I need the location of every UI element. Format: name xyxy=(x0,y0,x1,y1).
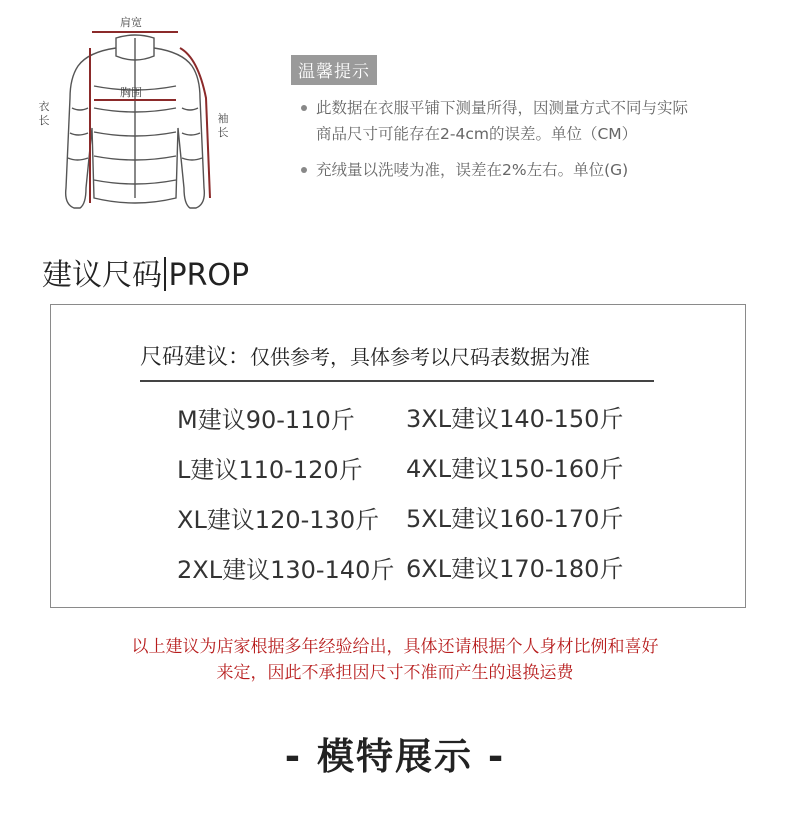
shoulder-label: 肩宽 xyxy=(120,16,142,29)
sleeve-label: 袖长 xyxy=(217,112,229,139)
jacket-size-diagram xyxy=(30,8,240,213)
section-title-cn: 建议尺码 xyxy=(42,258,162,293)
bullet-icon xyxy=(301,167,307,173)
size-item: 3XL建议140-150斤 xyxy=(406,405,624,433)
size-item: XL建议120-130斤 xyxy=(177,506,380,534)
model-showcase-title: - 模特展示 - xyxy=(284,735,506,778)
size-item: 2XL建议130-140斤 xyxy=(177,556,395,584)
disclaimer-line: 来定，因此不承担因尺寸不准而产生的退换运费 xyxy=(216,663,574,683)
tip-item xyxy=(301,95,688,147)
size-item: 6XL建议170-180斤 xyxy=(406,555,624,583)
size-box-heading-main: 尺码建议： xyxy=(140,345,251,370)
size-item: 5XL建议160-170斤 xyxy=(406,505,624,533)
chest-label: 胸围 xyxy=(120,86,142,99)
tip-item xyxy=(301,157,628,183)
tip-line: 此数据在衣服平铺下测量所得，因测量方式不同与实际 xyxy=(316,99,689,117)
length-label: 衣长 xyxy=(38,100,50,127)
tip-line: 充绒量以洗唛为准，误差在2%左右。单位(G) xyxy=(316,161,629,179)
jacket-illustration xyxy=(30,8,240,213)
heading-underline xyxy=(140,380,654,382)
tips-badge: 温馨提示 xyxy=(291,55,377,85)
section-title-en: PROP xyxy=(168,258,250,293)
size-item: M建议90-110斤 xyxy=(177,406,355,434)
size-item: L建议110-120斤 xyxy=(177,456,363,484)
tip-line: 商品尺寸可能存在2-4cm的误差。单位（CM） xyxy=(316,125,638,143)
bullet-icon xyxy=(301,105,307,111)
size-box-heading xyxy=(140,340,590,371)
size-item: 4XL建议150-160斤 xyxy=(406,455,624,483)
title-divider xyxy=(164,257,166,291)
disclaimer-line: 以上建议为店家根据多年经验给出，具体还请根据个人身材比例和喜好 xyxy=(131,637,659,657)
size-box-heading-sub: 仅供参考，具体参考以尺码表数据为准 xyxy=(250,345,591,369)
section-title xyxy=(42,250,249,294)
